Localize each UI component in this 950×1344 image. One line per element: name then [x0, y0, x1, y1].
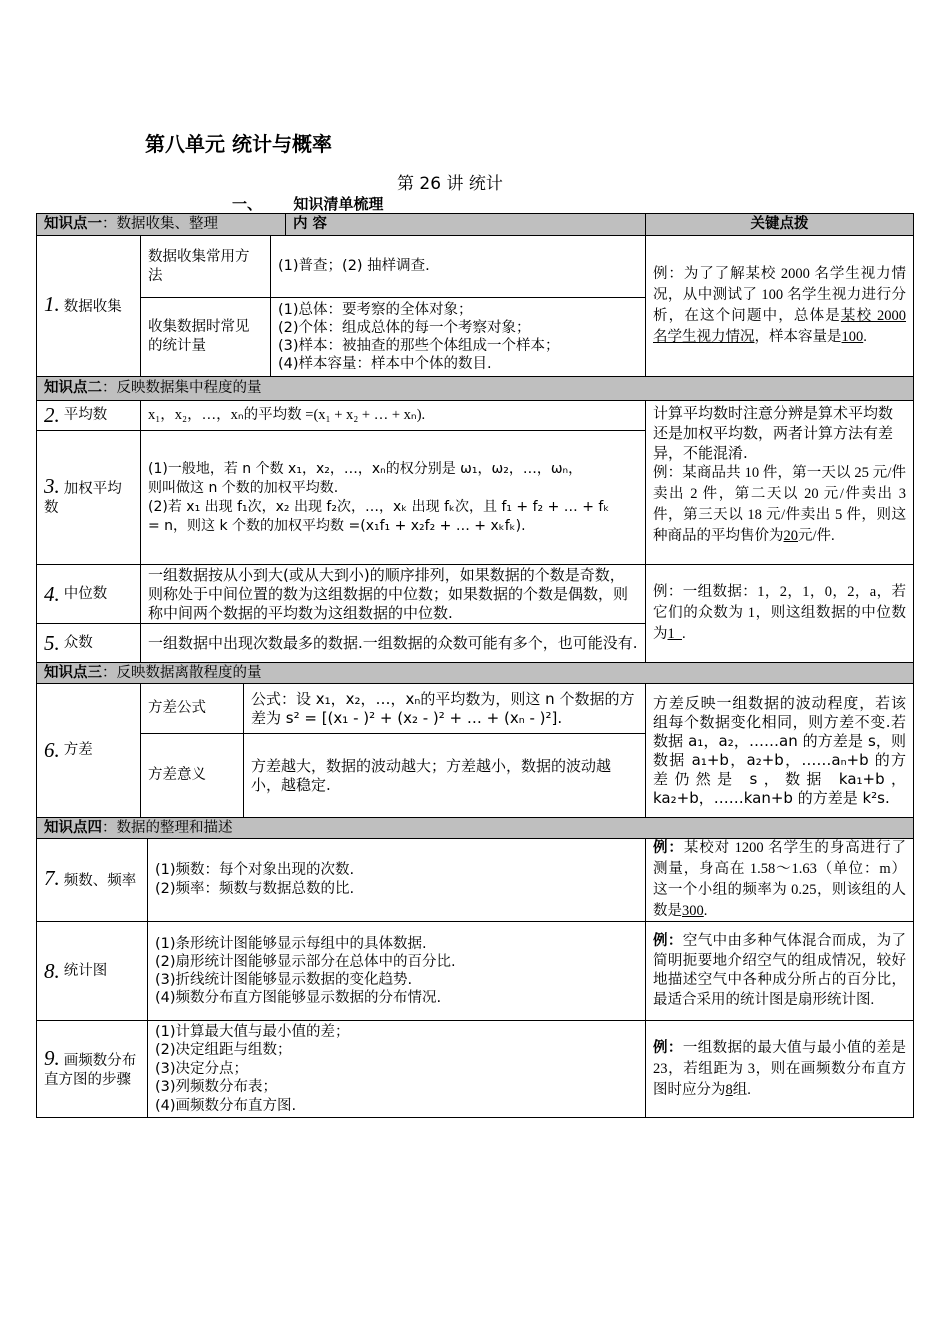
kp1-header [36, 213, 286, 236]
row1-label [36, 235, 141, 377]
tip-text: 例：为了了解某校 2000 名学生视力情况，从中测试了 100 名学生视力进行分析，在这个问题中，总体是 [653, 266, 906, 324]
content-text: x₁，x₂，…，xₙ的平均数 =(x₁ + x₂ + … + xₙ). [148, 407, 426, 423]
sub-label: 方差公式 [148, 700, 206, 716]
content-line: (3)折线统计图能够显示数据的变化趋势. [155, 972, 413, 988]
item-number: 7. [44, 866, 60, 890]
content-text: 方差越大，数据的波动越大；方差越小，数据的波动越小，越稳定. [251, 756, 612, 794]
item-label: 众数 [63, 634, 93, 651]
row23-tip [645, 400, 914, 565]
item-number: 3. [44, 474, 60, 498]
content-text: (1)普查；(2) 抽样调查. [278, 258, 430, 274]
kp3-title: ：反映数据离散程度的量 [102, 664, 262, 681]
kp2-header [36, 376, 914, 401]
content-line: (3)决定分点； [155, 1060, 249, 1077]
row45-tip [645, 564, 914, 663]
kp2-label: 知识点二 [44, 380, 102, 396]
row6-sub2 [140, 733, 244, 818]
content-line: (1)一般地，若 n 个数 x₁，x₂，…，xₙ的权分别是 ω₁，ω₂，…，ωₙ， [148, 460, 583, 477]
row6-sub2-content [243, 733, 646, 818]
row1-sub1 [140, 235, 271, 298]
tip-answer: 某校 2000 名学生视力情况 [653, 308, 907, 345]
tip-text: ，样本容量是 [754, 329, 842, 345]
kp3-label: 知识点三 [44, 664, 102, 681]
row6-tip [645, 683, 914, 818]
tip-text: . [703, 903, 708, 919]
tip-example-label: 例： [653, 1039, 683, 1056]
row3-label [36, 430, 141, 565]
tip-answer: 1 [667, 626, 682, 642]
tip-text: 方差反映一组数据的波动程度，若该组每个数据变化相同，则方差不变.若数据 a₁，a₂，……an 的方差是 s，则数据 a₁+b，a₂+b，……aₙ+b 的方差仍然是 s，数据 ka₁+b，ka₂+b，……kan+b 的方差是 k²s. [653, 693, 906, 807]
row7-label [36, 838, 148, 922]
tip-text: . [682, 626, 686, 642]
row4-content [140, 564, 646, 624]
tip-text: . [870, 991, 875, 1008]
content-line: (3)列频数分布表； [155, 1079, 278, 1096]
content-line: (2)频率：频数与数据总数的比. [155, 881, 355, 897]
content-line: (2)若 x₁ 出现 f₁次，x₂ 出现 f₂次，…，xₖ 出现 fₖ次，且 f₁ + f₂ + … + fₖ [148, 498, 610, 515]
content-line: (1)条形统计图能够显示每组中的具体数据. [155, 936, 427, 952]
content-line: = n，则这 k 个数的加权平均数 =(x₁f₁ + x₂f₂ + … + xₖfₖ). [148, 517, 526, 534]
row1-sub2-content [270, 297, 646, 377]
tip-answer: 8 [725, 1081, 733, 1098]
tips-header [645, 213, 914, 236]
item-label: 频数、频率 [63, 873, 137, 889]
row5-label [36, 623, 141, 663]
row7-content [147, 838, 646, 922]
item-number: 4. [44, 581, 60, 606]
tip-text: 某校对 1200 名学生的身高进行了测量，身高在 1.58～1.63（单位：m）这一个小组的频率为 0.25，则该组的人数是 [653, 840, 907, 919]
tip-answer: 20 [783, 528, 798, 544]
content-text: 公式：设 x₁，x₂，…，xₙ的平均数为，则这 n 个数据的方差为 s² = [(x₁ - )² + (x₂ - )² + … + (xₙ - )²]. [251, 689, 635, 727]
item-number: 8. [44, 958, 60, 983]
tip-example-label: 例： [653, 933, 683, 949]
content-text: 一组数据按从小到大(或从大到小)的顺序排列，如果数据的个数是奇数，则称处于中间位置的数为这组数据的中位数；如果数据的个数是偶数，则称中间两个数据的平均数为这组数据的中位数. [148, 565, 629, 622]
kp4-label: 知识点四 [44, 819, 102, 836]
row4-label [36, 564, 141, 624]
kp4-header [36, 817, 914, 839]
item-label: 统计图 [63, 962, 108, 979]
item-label: 方差 [63, 742, 93, 758]
tip-answer: 300 [682, 903, 704, 919]
tip-text: . [863, 329, 867, 345]
row6-sub1-content [243, 683, 646, 734]
row1-tip [645, 235, 914, 377]
lecture-title: 第 26 讲 统计 [397, 174, 503, 194]
item-label: 数据收集 [63, 299, 122, 315]
content-line: (2)个体：组成总体的每一个考察对象； [278, 320, 531, 336]
item-number: 2. [44, 403, 60, 427]
item-number: 9. [44, 1045, 60, 1070]
content-line: (2)决定组距与组数； [155, 1042, 292, 1059]
content-line: (1)频数：每个对象出现的次数. [155, 862, 355, 878]
sub-label: 收集数据时常见的统计量 [148, 319, 250, 354]
sub-label: 数据收集常用方法 [148, 248, 250, 284]
row8-label [36, 921, 148, 1021]
tip-text: 元/件. [798, 528, 835, 544]
row6-label [36, 683, 141, 818]
content-line: (4)频数分布直方图能够显示数据的分布情况. [155, 990, 442, 1006]
row9-label [36, 1020, 148, 1118]
kp1-title: ：数据收集、整理 [102, 216, 218, 232]
row2-label [36, 400, 141, 431]
tip-answer: 100 [841, 329, 864, 345]
content-line: (1)计算最大值与最小值的差； [155, 1023, 350, 1040]
row7-tip [645, 838, 914, 922]
tip-answer: 扇形统计图 [798, 991, 871, 1008]
row8-tip [645, 921, 914, 1021]
row1-sub2 [140, 297, 271, 377]
kp2-title: ：反映数据集中程度的量 [102, 380, 262, 396]
content-line: (3)样本：被抽查的那些个体组成一个样本； [278, 338, 560, 354]
item-label: 平均数 [63, 407, 108, 423]
row9-tip [645, 1020, 914, 1118]
tip-text: 空气中由多种气体混合而成，为了简明扼要地介绍空气的组成情况，较好地描述空气中各种成分所占的百分比，最适合采用的统计图是 [653, 933, 906, 1008]
content-line: (4)样本容量：样本中个体的数目. [278, 356, 492, 372]
content-line: 则叫做这 n 个数的加权平均数. [148, 479, 339, 496]
tip-text: 例：某商品共 10 件，第一天以 25 元/件卖出 2 件，第二天以 20 元/件卖出 3 件，第三天以 18 元/件卖出 5 件，则这种商品的平均售价为 [653, 465, 906, 544]
content-line: (2)扇形统计图能够显示部分在总体中的百分比. [155, 954, 456, 970]
kp3-header [36, 662, 914, 684]
item-number: 1. [44, 292, 60, 316]
sub-label: 方差意义 [148, 767, 206, 783]
tip-example-label: 例： [653, 840, 684, 856]
tip-note: 计算平均数时注意分辨是算术平均数还是加权平均数，两者计算方法有差异，不能混淆. [653, 404, 894, 462]
tip-text: 例：一组数据：1，2，1，0，2，a，若它们的众数为 1，则这组数据的中位数为 [653, 584, 906, 642]
content-line: (4)画频数分布直方图. [155, 1097, 297, 1114]
item-label: 中位数 [63, 585, 108, 602]
kp4-title: ：数据的整理和描述 [102, 819, 233, 836]
section-title: 一、 知识清单梳理 [232, 195, 384, 213]
item-number: 5. [44, 630, 60, 655]
tip-text: 一组数据的最大值与最小值的差是 23，若组距为 3，则在画频数分布直方图时应分为 [653, 1039, 906, 1098]
unit-title: 第八单元 统计与概率 [145, 132, 332, 156]
item-label: 加权平均数 [44, 481, 122, 516]
row6-sub1 [140, 683, 244, 734]
tip-text: 组. [732, 1081, 751, 1098]
content-text: 一组数据中出现次数最多的数据.一组数据的众数可能有多个，也可能没有. [148, 633, 638, 652]
row9-content [147, 1020, 646, 1118]
content-line: (1)总体：要考察的全体对象； [278, 302, 473, 318]
content-header [285, 213, 646, 236]
row1-sub1-content [270, 235, 646, 298]
row3-content [140, 430, 646, 565]
tips-label: 关键点拨 [750, 216, 809, 232]
item-label: 画频数分布直方图的步骤 [44, 1052, 137, 1088]
content-label: 内 容 [293, 216, 328, 232]
row5-content [140, 623, 646, 663]
row8-content [147, 921, 646, 1021]
row2-content [140, 400, 646, 431]
item-number: 6. [44, 738, 60, 762]
kp1-label: 知识点一 [44, 216, 102, 232]
